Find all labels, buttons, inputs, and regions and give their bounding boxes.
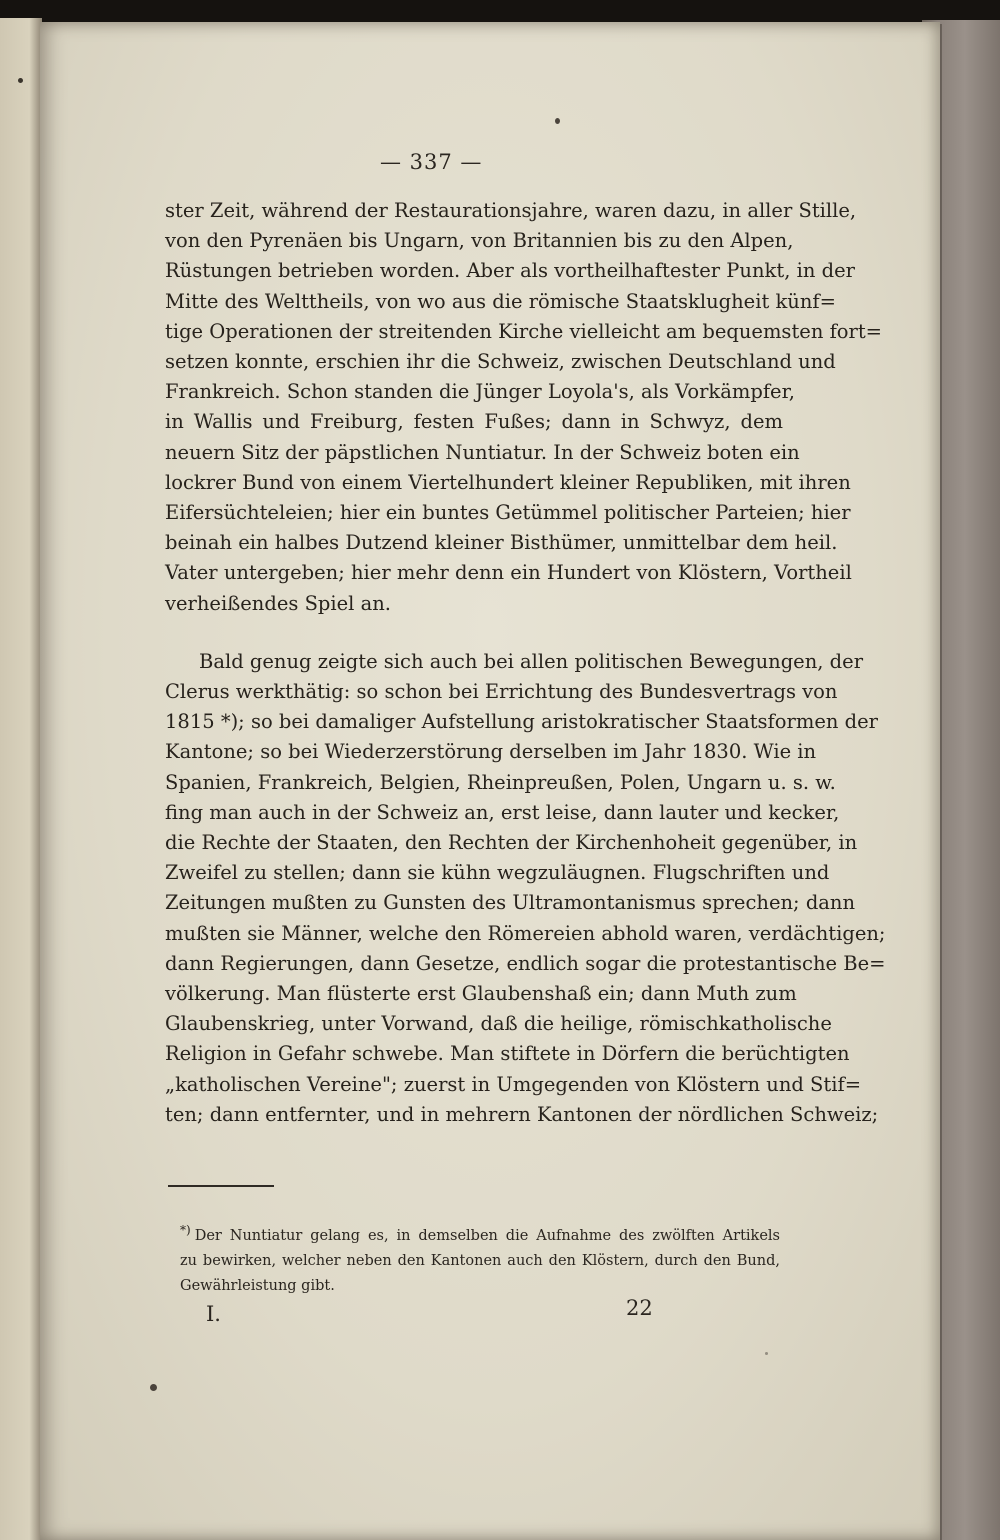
- text-line: Bald genug zeigte sich auch bei allen politischen Bewegungen, der: [199, 649, 864, 673]
- body-text: [165, 196, 886, 1130]
- sheet-number: 22: [626, 1296, 653, 1320]
- text-line: Vater untergeben; hier mehr denn ein Hundert von Klöstern, Vortheil: [165, 561, 852, 585]
- text-line: in Wallis und Freiburg, festen Fußes; dann in Schwyz, dem: [165, 410, 783, 434]
- text-line: völkerung. Man flüsterte erst Glaubenshaß ein; dann Muth zum: [165, 982, 797, 1006]
- text-line: Frankreich. Schon standen die Jünger Loyola's, als Vorkämpfer,: [165, 380, 795, 404]
- text-line: ten; dann entfernter, und in mehrern Kantonen der nördlichen Schweiz;: [165, 1102, 879, 1126]
- margin-mark: [18, 78, 23, 83]
- footnote: [180, 1218, 780, 1299]
- previous-page-edge: [0, 18, 42, 1540]
- footnote-line: Gewährleistung gibt.: [180, 1277, 335, 1294]
- text-line: Kantone; so bei Wiederzerstörung derselben im Jahr 1830. Wie in: [165, 740, 817, 764]
- paragraph-1: [165, 196, 883, 619]
- signature-mark: I.: [206, 1302, 221, 1326]
- text-line: Mitte des Welttheils, von wo aus die römische Staatsklugheit künf=: [165, 289, 836, 313]
- text-line: ster Zeit, während der Restaurationsjahre, waren dazu, in aller Stille,: [165, 199, 857, 222]
- footnote-rule: [168, 1185, 274, 1187]
- text-line: Zweifel zu stellen; dann sie kühn wegzuläugnen. Flugschriften und: [165, 861, 830, 885]
- text-line: von den Pyrenäen bis Ungarn, von Britannien bis zu den Alpen,: [165, 229, 794, 253]
- text-line: Zeitungen mußten zu Gunsten des Ultramontanismus sprechen; dann: [165, 891, 856, 915]
- text-line: Clerus werkthätig: so schon bei Errichtung des Bundesvertrags von: [165, 680, 838, 704]
- text-line: Rüstungen betrieben worden. Aber als vortheilhaftester Punkt, in der: [165, 259, 855, 283]
- footnote-text: Der Nuntiatur gelang es, in demselben die Aufnahme des zwölften Artikels: [194, 1227, 780, 1244]
- running-header: — 337 —: [380, 150, 483, 174]
- text-line: Glaubenskrieg, unter Vorwand, daß die heilige, römischkatholische: [165, 1012, 832, 1036]
- paragraph-2: [165, 647, 886, 1130]
- text-line: „katholischen Vereine"; zuerst in Umgegenden von Klöstern und Stif=: [165, 1072, 862, 1096]
- text-line: Spanien, Frankreich, Belgien, Rheinpreußen, Polen, Ungarn u. s. w.: [165, 770, 836, 794]
- ink-speck: [555, 118, 560, 124]
- text-line: Eifersüchteleien; hier ein buntes Getümmel politischer Parteien; hier: [165, 501, 851, 525]
- ink-speck: [150, 1384, 157, 1391]
- text-line: dann Regierungen, dann Gesetze, endlich sogar die protestantische Be=: [165, 951, 886, 975]
- text-line: setzen konnte, erschien ihr die Schweiz, zwischen Deutschland und: [165, 350, 836, 374]
- text-line: fing man auch in der Schweiz an, erst leise, dann lauter und kecker,: [165, 800, 840, 824]
- text-line: mußten sie Männer, welche den Römereien abhold waren, verdächtigen;: [165, 921, 886, 945]
- text-line: tige Operationen der streitenden Kirche vielleicht am bequemsten fort=: [165, 319, 883, 343]
- text-line: neuern Sitz der päpstlichen Nuntiatur. In der Schweiz boten ein: [165, 440, 800, 464]
- footnote-line: zu bewirken, welcher neben den Kantonen auch den Klöstern, durch den Bund,: [180, 1252, 780, 1269]
- text-line: die Rechte der Staaten, den Rechten der Kirchenhoheit gegenüber, in: [165, 831, 858, 855]
- text-line: verheißendes Spiel an.: [165, 591, 392, 615]
- footnote-line: [180, 1218, 780, 1249]
- text-line: beinah ein halbes Dutzend kleiner Bisthümer, unmittelbar dem heil.: [165, 531, 838, 555]
- text-line: lockrer Bund von einem Viertelhundert kleiner Republiken, mit ihren: [165, 470, 851, 494]
- text-line: 1815 *); so bei damaliger Aufstellung aristokratischer Staatsformen der: [165, 710, 878, 734]
- footnote-marker: *): [180, 1223, 191, 1237]
- text-line: Religion in Gefahr schwebe. Man stiftete in Dörfern die berüchtigten: [165, 1042, 850, 1066]
- ink-speck: [765, 1352, 768, 1355]
